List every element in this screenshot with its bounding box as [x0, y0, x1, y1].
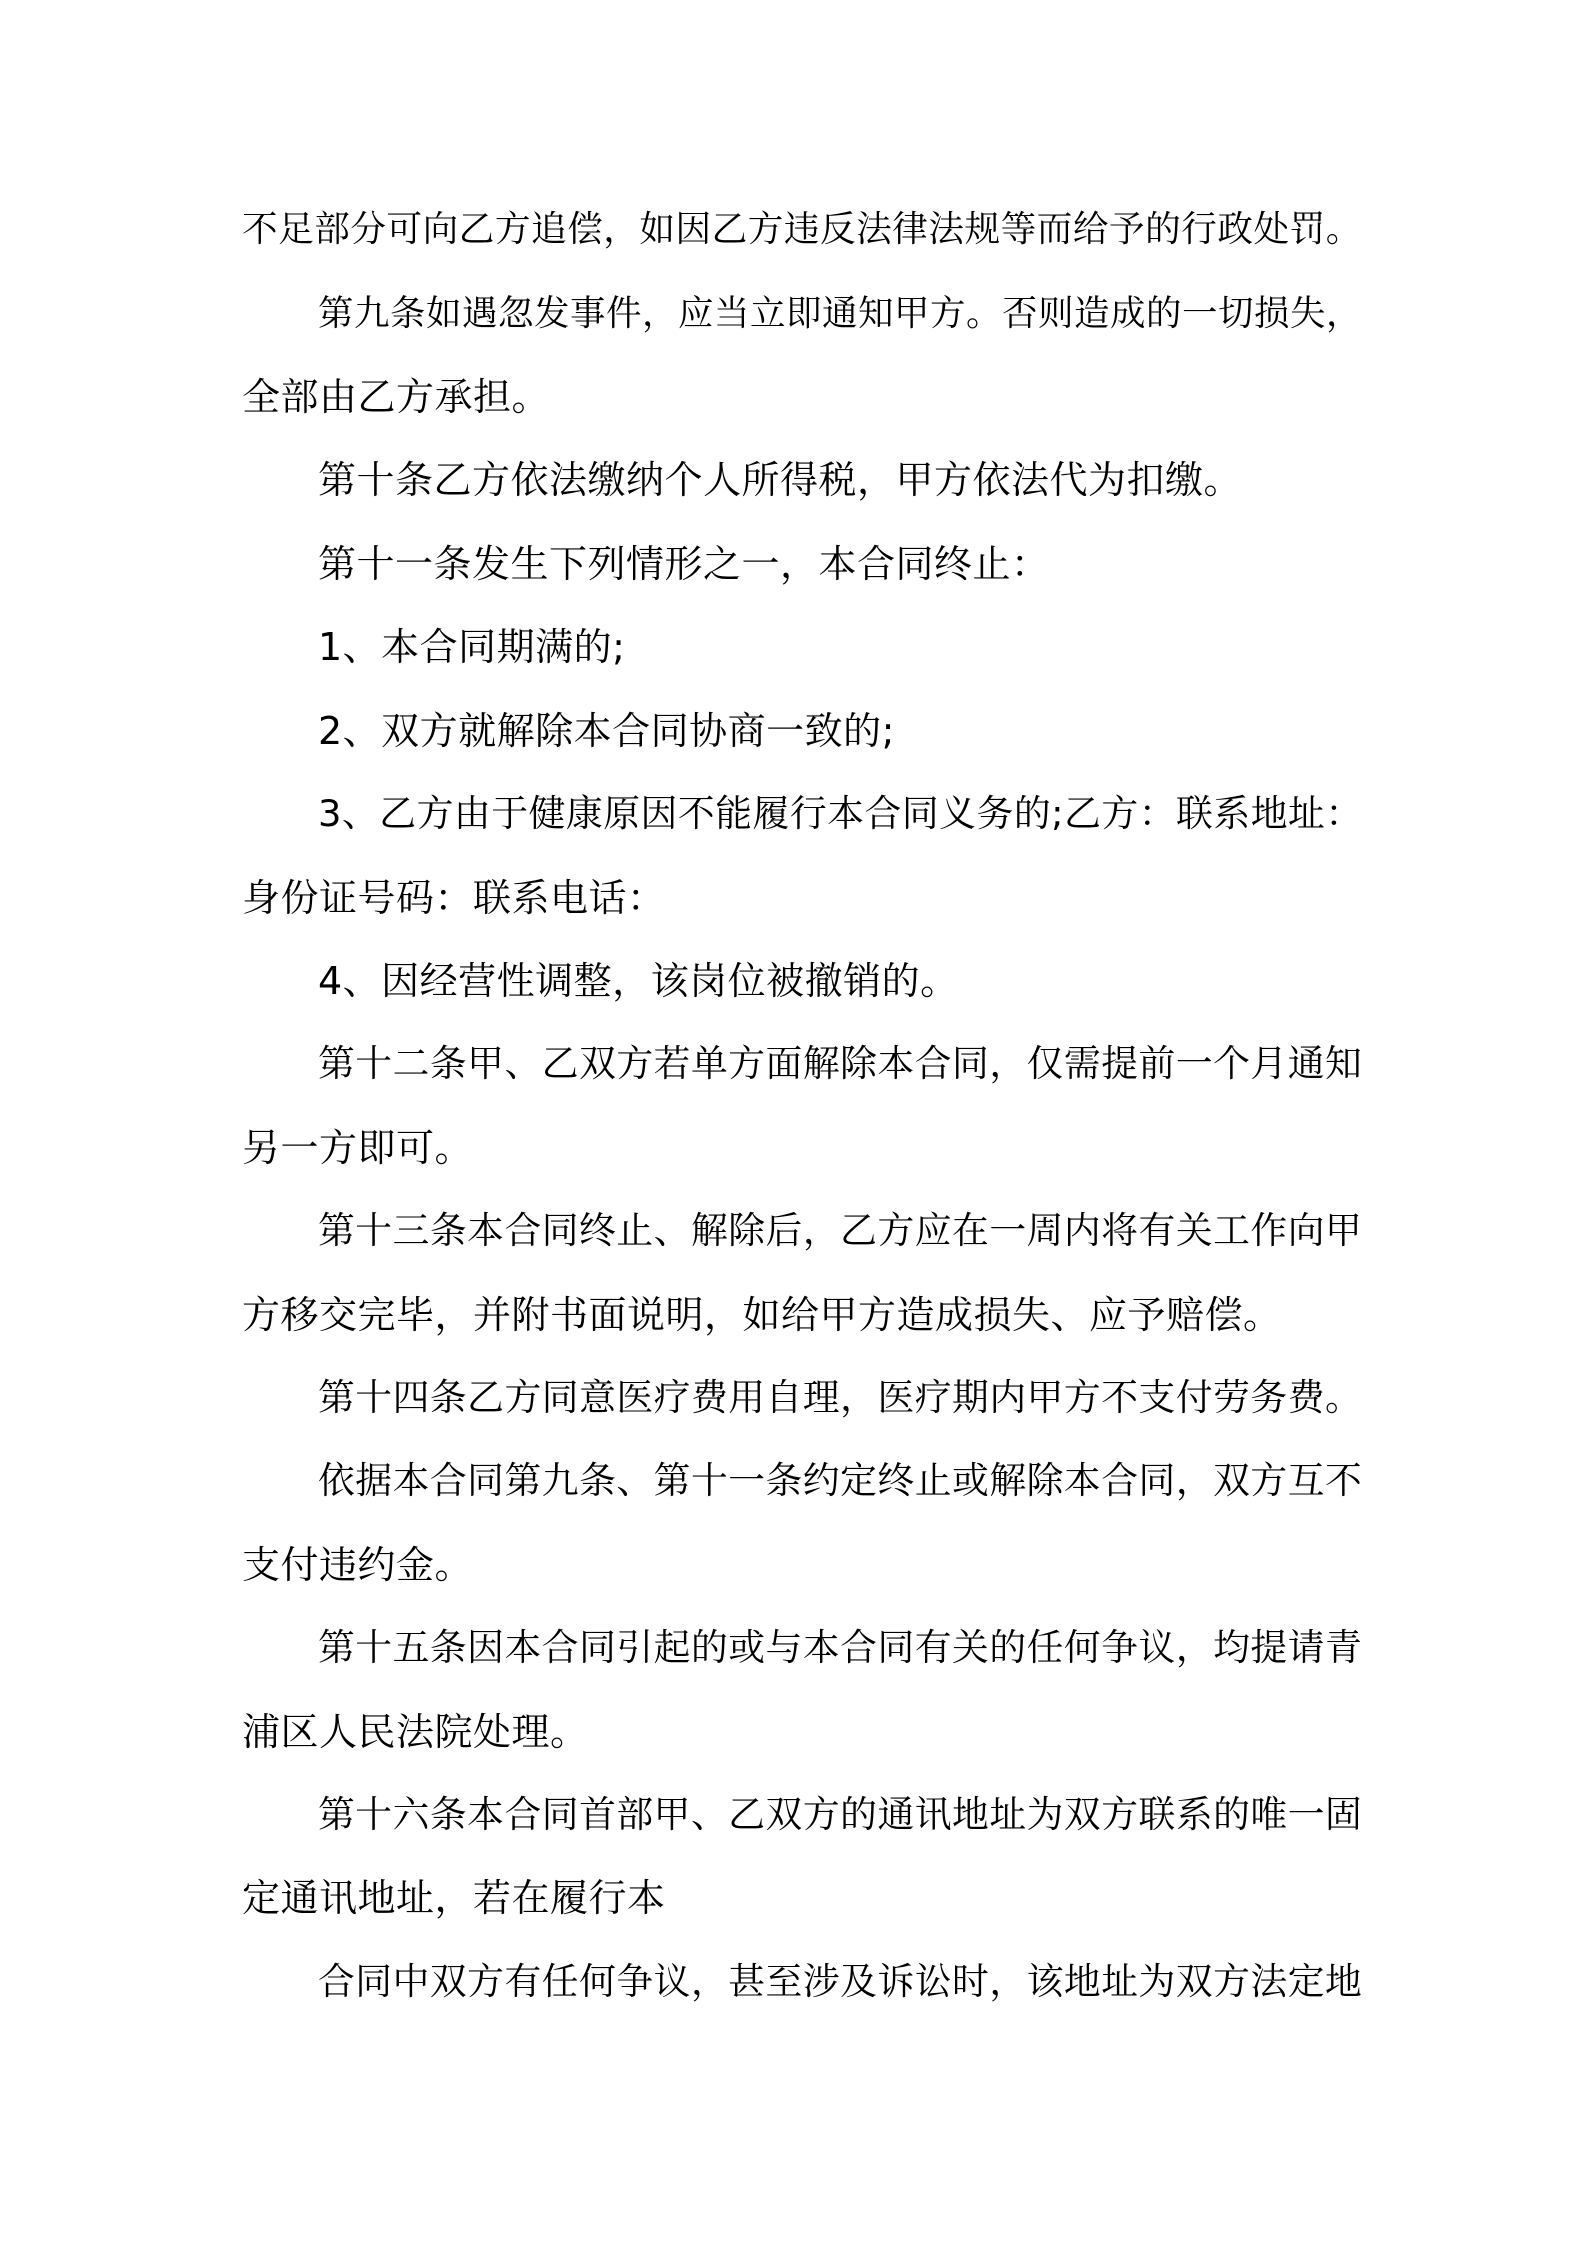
text-line: 第十四条乙方同意医疗费用自理，医疗期内甲方不支付劳务费。 [318, 1376, 1363, 1419]
text-line: 第九条如遇忽发事件，应当立即通知甲方。否则造成的一切损失， [318, 293, 1363, 334]
text-line: 方移交完毕，并附书面说明，如给甲方造成损失、应予赔偿。 [242, 1293, 1282, 1337]
text-line: 支付违约金。 [242, 1543, 474, 1587]
text-line: 另一方即可。 [242, 1126, 474, 1170]
text-line: 4、因经营性调整，该岗位被撤销的。 [318, 959, 959, 1003]
text-line: 第十三条本合同终止、解除后，乙方应在一周内将有关工作向甲 [318, 1209, 1363, 1252]
text-line: 合同中双方有任何争议，甚至涉及诉讼时，该地址为双方法定地 [318, 1960, 1363, 2003]
text-line: 第十一条发生下列情形之一，本合同终止： [318, 542, 1050, 586]
text-line: 全部由乙方承担。 [242, 375, 551, 419]
text-line: 3、乙方由于健康原因不能履行本合同义务的;乙方：联系地址： [318, 792, 1363, 835]
text-line: 浦区人民法院处理。 [242, 1710, 589, 1754]
text-line: 定通讯地址，若在履行本 [242, 1876, 666, 1920]
text-line: 身份证号码：联系电话： [242, 876, 666, 920]
text-line: 第十六条本合同首部甲、乙双方的通讯地址为双方联系的唯一固 [318, 1793, 1363, 1836]
text-line: 第十五条因本合同引起的或与本合同有关的任何争议，均提请青 [318, 1626, 1363, 1669]
text-line: 不足部分可向乙方追偿，如因乙方违反法律法规等而给予的行政处罚。 [242, 209, 1362, 250]
text-line: 1、本合同期满的; [318, 625, 626, 669]
text-line: 依据本合同第九条、第十一条约定终止或解除本合同，双方互不 [318, 1459, 1363, 1502]
text-line: 第十条乙方依法缴纳个人所得税，甲方依法代为扣缴。 [318, 458, 1243, 502]
text-line: 第十二条甲、乙双方若单方面解除本合同，仅需提前一个月通知 [318, 1042, 1363, 1085]
text-line: 2、双方就解除本合同协商一致的; [318, 709, 895, 753]
